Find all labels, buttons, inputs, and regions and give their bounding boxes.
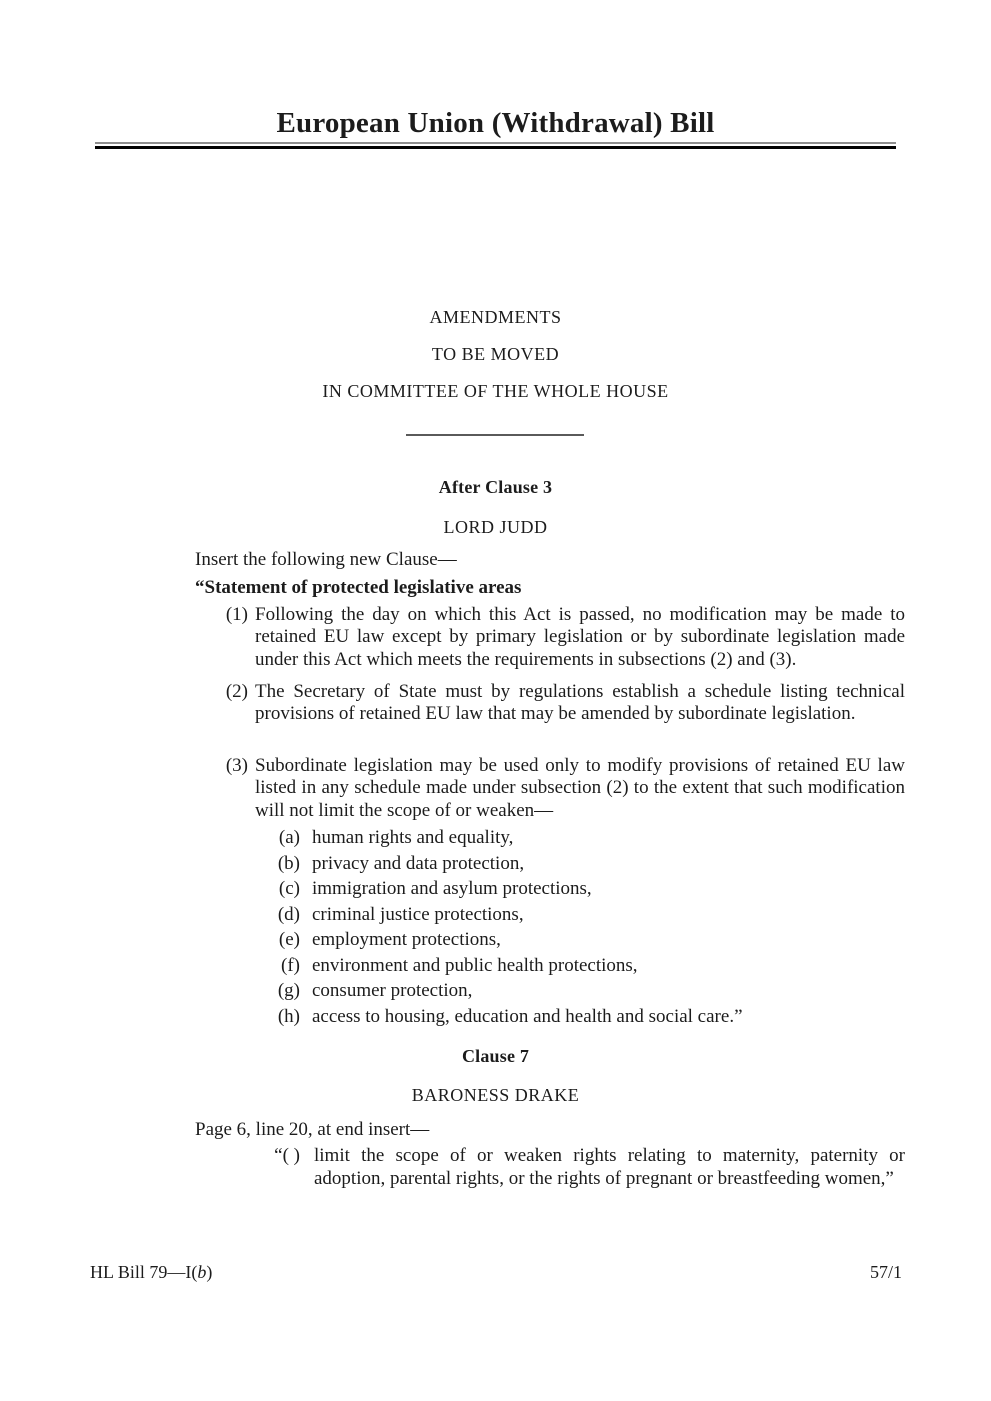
- list-item-letter: (e): [278, 929, 300, 950]
- list-item-letter: (a): [278, 827, 300, 848]
- title-rule-thin-line: [95, 142, 896, 144]
- subsection-number: (1): [225, 604, 248, 625]
- title-double-rule: [95, 142, 896, 149]
- separator-rule: [406, 434, 584, 436]
- list-item-text: consumer protection,: [312, 980, 473, 1001]
- amendment-instruction: Insert the following new Clause—: [195, 549, 457, 570]
- subsection-2: [195, 681, 905, 726]
- preamble-to-be-moved: TO BE MOVED: [431, 344, 560, 364]
- bill-reference: [90, 1262, 212, 1283]
- inserted-paragraph-text: limit the scope of or weaken rights relating to maternity, paternity or adoption, parental rights, or the rights of pregnant or breastfeeding women,”: [314, 1145, 905, 1189]
- subsection-1: [195, 604, 905, 671]
- inserted-paragraph-number: “( ): [274, 1145, 300, 1166]
- heading-after-clause-3: After Clause 3: [438, 477, 553, 497]
- list-item-text: criminal justice protections,: [312, 903, 524, 925]
- list-item-f: [195, 955, 905, 977]
- mover-baroness-drake: BARONESS DRAKE: [411, 1085, 580, 1105]
- list-item-letter: (b): [277, 852, 300, 874]
- title-rule-thick-line: [95, 146, 896, 149]
- list-item-text: human rights and equality,: [312, 827, 514, 848]
- bill-reference-italic: b: [197, 1262, 207, 1282]
- list-item-b: [195, 853, 905, 875]
- list-item-h: [195, 1006, 905, 1028]
- list-item-text: immigration and asylum protections,: [312, 878, 592, 899]
- list-item-g: [195, 980, 905, 1002]
- subsection-text: Subordinate legislation may be used only to modify provisions of retained EU law listed in any schedule made under subsection (2) to the extent that such modification will not limit the scope of or weaken—: [255, 755, 905, 821]
- subsection-number: (3): [225, 755, 248, 776]
- list-item-letter: (h): [277, 1005, 300, 1027]
- preamble-amendments: AMENDMENTS: [429, 307, 562, 327]
- list-item-letter: (g): [277, 980, 300, 1001]
- sheet-number: 57/1: [869, 1262, 902, 1282]
- preamble-committee: IN COMMITTEE OF THE WHOLE HOUSE: [322, 381, 669, 401]
- subsection-3: [195, 755, 905, 822]
- list-item-letter: (d): [277, 903, 300, 925]
- list-item-d: [195, 904, 905, 926]
- list-item-e: [195, 929, 905, 951]
- list-item-text: access to housing, education and health and social care.”: [312, 1005, 743, 1027]
- inserted-paragraph: [195, 1145, 905, 1190]
- list-item-letter: (c): [278, 878, 300, 899]
- bill-reference-suffix: ): [206, 1262, 213, 1282]
- list-item-text: privacy and data protection,: [312, 852, 525, 874]
- list-item-text: environment and public health protections,: [312, 954, 638, 976]
- list-item-letter: (f): [281, 954, 300, 976]
- list-item-a: [195, 827, 905, 849]
- subsection-number: (2): [225, 681, 248, 702]
- new-clause-title: “Statement of protected legislative areas: [195, 577, 522, 598]
- list-item-c: [195, 878, 905, 900]
- bill-reference-prefix: HL Bill 79—I(: [90, 1262, 198, 1282]
- subsection-text: Following the day on which this Act is passed, no modification may be made to retained EU law except by primary legislation or by subordinate legislation made under this Act which meets the requirements in subsections (2) and (3).: [255, 604, 905, 670]
- amendment-instruction: Page 6, line 20, at end insert—: [195, 1119, 430, 1140]
- mover-lord-judd: LORD JUDD: [443, 517, 548, 537]
- list-item-text: employment protections,: [312, 929, 501, 950]
- heading-clause-7: Clause 7: [461, 1046, 530, 1066]
- protected-areas-list: [195, 827, 905, 1031]
- page-title: European Union (Withdrawal) Bill: [276, 107, 715, 139]
- subsection-text: The Secretary of State must by regulations establish a schedule listing technical provisions of retained EU law that may be amended by subordinate legislation.: [255, 681, 905, 725]
